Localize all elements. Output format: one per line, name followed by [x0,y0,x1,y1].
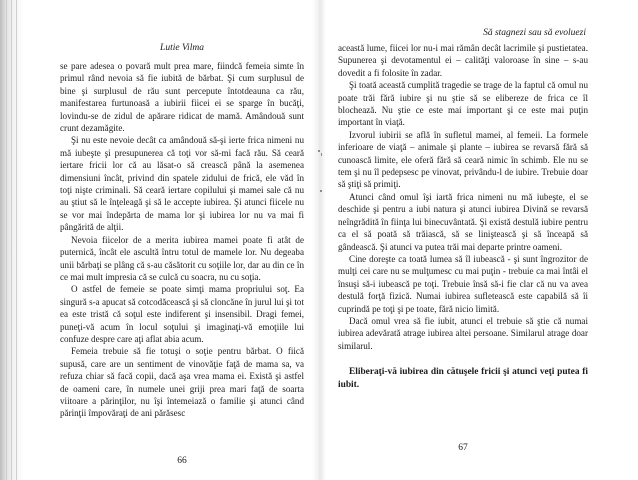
paragraph: Şi nu este nevoie decât ca amândouă să-şi ierte frica nimeni nu mă iubeşte şi presupunerea că toţi vor să-mi facă rău. Să ceară iertare fricii lor că au lăsat-o să crească până la asemenea dimensiuni încât, privind din spatele zidului de frică, ele văd în toţi nişte criminali. Să ceară iertare copilului şi mamei sale că nu au ştiut să le înţeleagă şi să le accepte iubirea. Şi atunci fiicele nu se vor mai îndepărta de mama lor şi iubirea lor nu va mai fi pângărită de alţii. [60,135,304,233]
page-edge-line [16,0,17,480]
page-edge-line [11,0,12,480]
book-gutter [312,0,326,480]
section-gap [338,352,588,366]
paragraph: Şi toată această cumplită tragedie se trage de la faptul că omul nu poate trăi fără iubire şi nu ştie să se elibereze de frica ce îl blochează. Nu ştie ce este mai important şi ce este mai puţin important în viaţă. [338,80,588,128]
right-page-body [338,42,588,392]
left-page-body [60,60,304,420]
scan-speck [321,153,322,156]
paragraph: această lume, fiicei lor nu-i mai rămân decât lacrimile şi pustietatea. Supunerea şi devotamentul ei – calităţi valoroase în sine – s-au dovedit a fi folosite în zadar. [338,43,588,78]
paragraph: O astfel de femeie se poate simţi mama propriului soţ. Ea singură s-a apucat să cotcodăcească şi să cloncăne în jurul lui şi tot ea este tristă că soţul este indiferent şi insensibil. Dragi femei, puneţi-vă acum în locul soţului şi imaginaţi-vă emoţiile lui confuze despre care aţi aflat abia acum. [60,284,304,344]
paragraph: Izvorul iubirii se află în sufletul mamei, al femeii. La formele inferioare de viaţă – animale şi plante – iubirea se revarsă fără să cunoască limite, ele oferă fără să ceară nimic în schimb. Ele nu se tem şi nu îl pedepsesc pe vinovat, privându-l de iubire. Trebuie doar să ştiţi să primiţi. [338,129,588,190]
paragraph: Dacă omul vrea să fie iubit, atunci el trebuie să ştie că numai iubirea adevărată atrage iubirea altei persoane. Similarul atrage doar similarul. [338,315,588,351]
closing-statement: Eliberaţi-vă iubirea din cătuşele fricii şi atunci veţi putea fi iubit. [338,367,588,391]
page-number: 66 [177,456,187,466]
paragraph: Femeia trebuie să fie totuşi o soţie pentru bărbat. O fiică supusă, care are un sentiment de vinovăţie faţă de mama sa, va refuza chiar să facă copii, dacă aşa vrea mama ei. Există şi astfel de oameni care, în numele unei griji prea mari faţă de soarta viitoare a părinţilor, nu îşi întemeiază o familie şi atunci când părinţii împovăraţi de ani părăsesc [60,346,304,419]
running-head-chapter: Să stagnezi sau să evoluezi [483,28,586,38]
paragraph: Atunci când omul îşi iartă frica nimeni nu mă iubeşte, el se deschide şi pentru a iubi natura şi atunci iubirea Divină se revarsă neîngrădită în fiinţa lui binecuvântată. Şi există destulă iubire pentru ca el să poată să trăiască, să se liniştească şi să înceapă să gândească. Şi atunci va putea trăi mai departe printre oameni. [338,191,588,252]
paragraph: Nevoia fiicelor de a merita iubirea mamei poate fi atât de puternică, încât ele ascultă întru totul de mamele lor. Nu degeaba unii bărbaţi se plâng că s-au căsătorit cu soţiile lor, dar au din ce în ce mai mult impresia că se culcă cu soacra, nu cu soţia. [60,234,304,282]
page-edge-shadow [0,0,24,480]
right-page [338,0,588,480]
paragraph: se pare adesea o povară mult prea mare, fiindcă femeia simte în primul rând nevoia să fie iubită de bărbat. Şi cum surplusul de bine şi surplusul de rău sunt percepute întotdeauna ca rău, manifestarea furtunoasă a iubirii fiicei ei se sparge în bucăţi, lovindu-se de zidul de apărare ridicat de mamă. Amândouă sunt crunt dezamăgite. [60,61,304,134]
page-edge-line [6,0,7,480]
scan-speck [320,190,322,192]
paragraph: Cine doreşte ca toată lumea să îl iubească - şi sunt îngrozitor de mulţi cei care nu se mulţumesc cu mai puţin - trebuie ca mai întâi el însuşi să-i iubească pe toţi. Trebuie însă să-i fie clar că nu va avea destulă forţă fizică. Numai iubirea sufletească este capabilă să îi cuprindă pe toţi şi pe toate, fără nicio limită. [338,253,588,314]
scan-speck [318,150,320,152]
running-head-author: Lutie Vilma [160,43,204,53]
left-page [60,0,304,480]
page-number: 67 [458,443,468,453]
